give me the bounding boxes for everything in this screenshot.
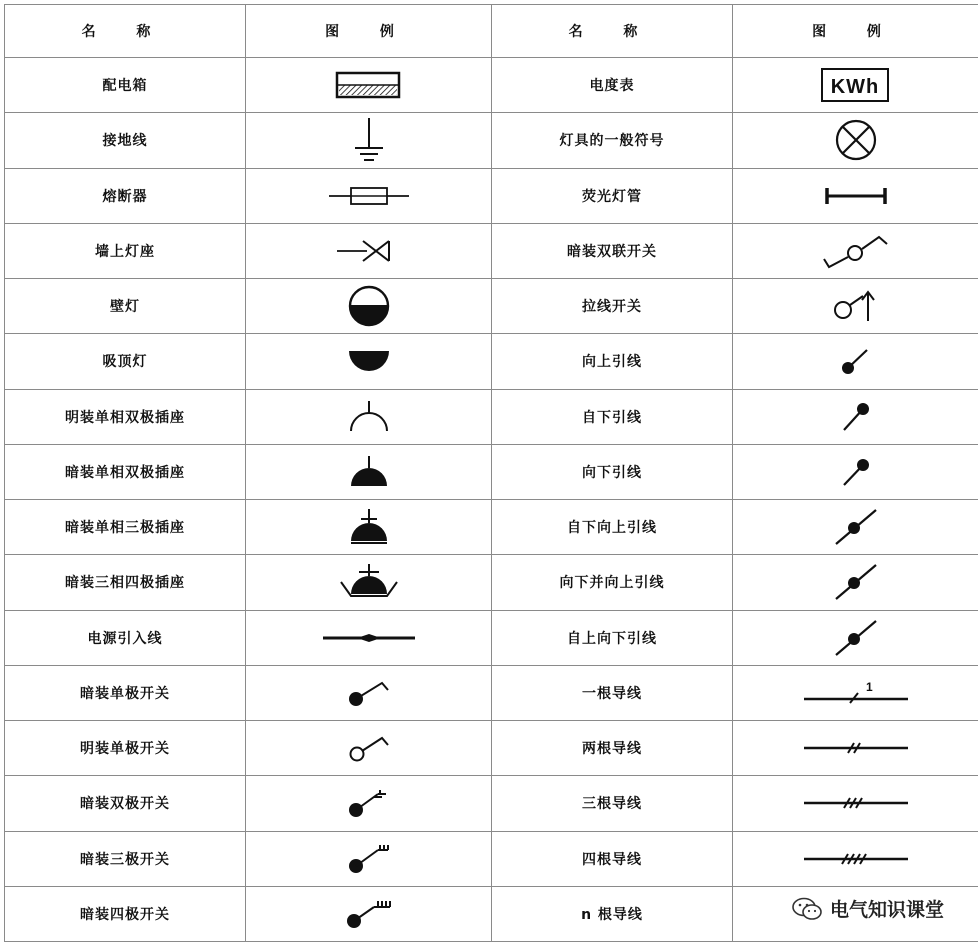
header-symbol-right: 图 例 <box>733 5 978 58</box>
wiring-up-through-icon <box>832 506 880 548</box>
symbol-name: 电度表 <box>492 58 733 113</box>
header-symbol-left: 图 例 <box>246 5 492 58</box>
table-row <box>5 334 978 389</box>
two-way-switch-icon <box>821 231 891 271</box>
wiring-from-below-icon <box>839 400 873 434</box>
wall-lampholder-icon <box>335 237 403 265</box>
table-row <box>5 113 978 168</box>
kwh-meter-icon <box>818 65 894 105</box>
wiring-up-icon <box>839 344 873 378</box>
two-conductors-icon <box>800 738 912 758</box>
fluorescent-tube-icon <box>823 186 889 206</box>
symbol-name: 拉线开关 <box>492 279 733 334</box>
symbol-name: 向下并向上引线 <box>492 555 733 610</box>
one-conductor-icon <box>800 679 912 707</box>
wall-lamp-icon <box>346 283 392 329</box>
table-header-row <box>5 5 978 58</box>
symbol-name: 暗装双联开关 <box>492 223 733 278</box>
kwh-label: KWh <box>830 76 879 99</box>
watermark-text: 电气知识课堂 <box>829 899 944 921</box>
concealed-switch-4p-icon <box>344 897 394 931</box>
table-row <box>5 776 978 831</box>
symbol-name: 三根导线 <box>492 776 733 831</box>
lamp-icon <box>833 117 879 163</box>
table-row <box>5 223 978 278</box>
wiring-down-through-icon <box>832 617 880 659</box>
table-row <box>5 444 978 499</box>
symbol-name: 明装单极开关 <box>5 721 246 776</box>
concealed-socket-2p-icon <box>347 454 391 490</box>
symbol-name: 墙上灯座 <box>5 223 246 278</box>
concealed-socket-4p-3phase-icon <box>337 562 401 602</box>
symbol-name: 暗装三相四极插座 <box>5 555 246 610</box>
symbol-name: 暗装单相双极插座 <box>5 444 246 499</box>
symbol-name: 荧光灯管 <box>492 168 733 223</box>
symbol-name: 四根导线 <box>492 831 733 886</box>
symbol-name: 明装单相双极插座 <box>5 389 246 444</box>
table-row <box>5 500 978 555</box>
table-row <box>5 610 978 665</box>
concealed-switch-1p-icon <box>346 677 392 709</box>
symbol-name: 暗装四极开关 <box>5 886 246 941</box>
four-conductors-icon <box>800 849 912 869</box>
symbol-name: 自下向上引线 <box>492 500 733 555</box>
symbol-name: 自上向下引线 <box>492 610 733 665</box>
wechat-icon <box>792 897 822 921</box>
conductor-count-label: 1 <box>865 679 874 694</box>
symbol-name: 自下引线 <box>492 389 733 444</box>
symbol-name: 一根导线 <box>492 665 733 720</box>
wiring-down-and-up-icon <box>832 561 880 603</box>
watermark <box>792 895 944 922</box>
wiring-down-icon <box>839 455 873 489</box>
table-row <box>5 831 978 886</box>
symbol-name: 暗装三极开关 <box>5 831 246 886</box>
distribution-box-icon <box>334 67 404 103</box>
symbol-name: 电源引入线 <box>5 610 246 665</box>
concealed-switch-3p-icon <box>346 842 392 876</box>
symbol-name: 暗装双极开关 <box>5 776 246 831</box>
fuse-icon <box>327 184 411 208</box>
symbol-name: 两根导线 <box>492 721 733 776</box>
table-row <box>5 389 978 444</box>
symbol-name: 暗装单极开关 <box>5 665 246 720</box>
three-conductors-icon <box>800 793 912 813</box>
ground-icon <box>349 116 389 164</box>
header-name-left: 名 称 <box>5 5 246 58</box>
surface-switch-1p-icon <box>346 732 392 764</box>
pull-switch-icon <box>830 289 882 323</box>
table-row <box>5 58 978 113</box>
table-row <box>5 555 978 610</box>
symbol-name: 向上引线 <box>492 334 733 389</box>
surface-socket-2p-icon <box>347 399 391 435</box>
symbol-name: 熔断器 <box>5 168 246 223</box>
table-row <box>5 721 978 776</box>
table-row <box>5 279 978 334</box>
electrical-symbol-legend-table <box>4 4 978 942</box>
table-row <box>5 168 978 223</box>
symbol-name: 向下引线 <box>492 444 733 499</box>
symbol-name: 暗装单相三极插座 <box>5 500 246 555</box>
symbol-name: 配电箱 <box>5 58 246 113</box>
header-name-right: 名 称 <box>492 5 733 58</box>
table-row <box>5 665 978 720</box>
symbol-name: 壁灯 <box>5 279 246 334</box>
symbol-name: 接地线 <box>5 113 246 168</box>
concealed-socket-3p-icon <box>347 507 391 547</box>
symbol-name: 吸顶灯 <box>5 334 246 389</box>
service-entrance-icon <box>321 630 417 646</box>
ceiling-lamp-icon <box>346 347 392 375</box>
concealed-switch-2p-icon <box>346 786 392 820</box>
symbol-name: n 根导线 <box>492 886 733 941</box>
symbol-name: 灯具的一般符号 <box>492 113 733 168</box>
